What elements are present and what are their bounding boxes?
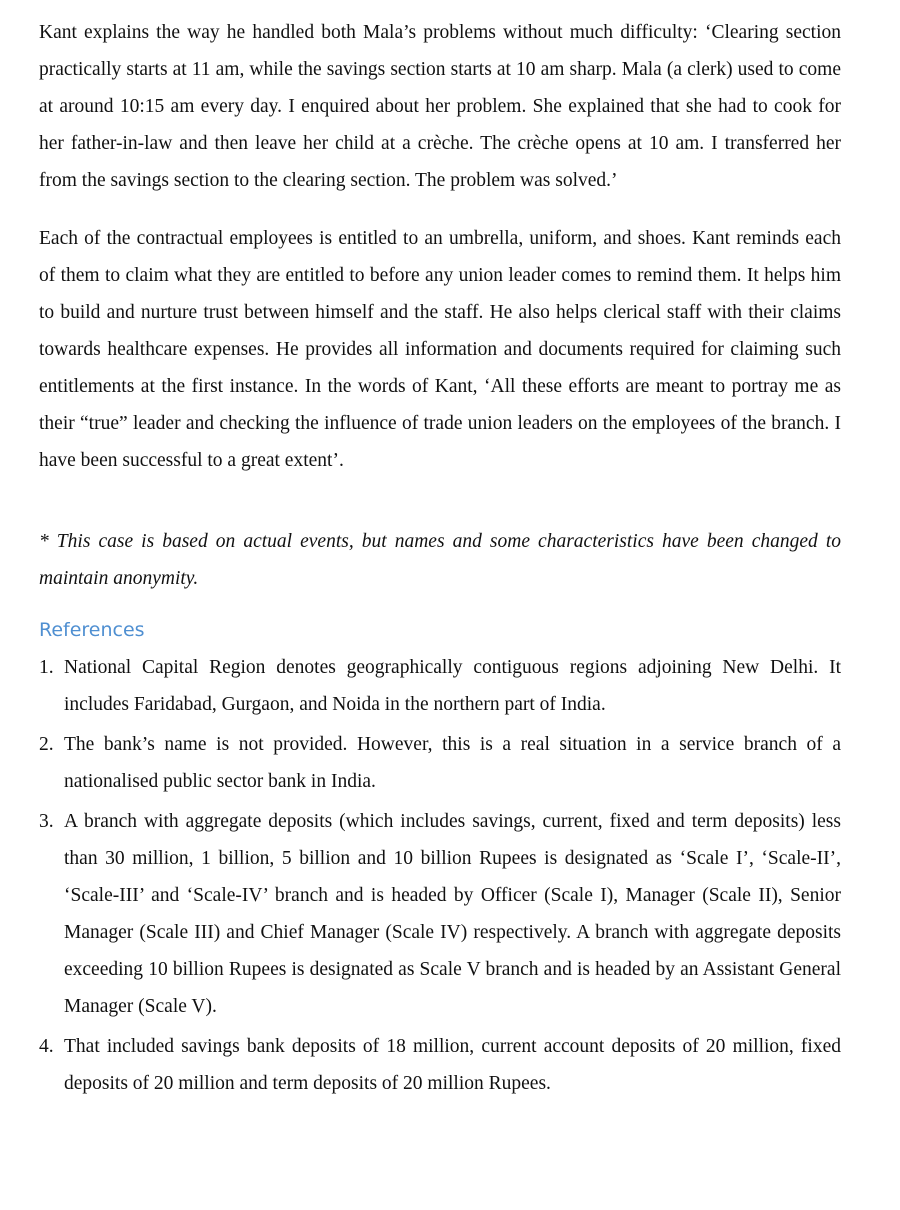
references-list bbox=[39, 649, 841, 1102]
reference-text: That included savings bank deposits of 18 million, current account deposits of 20 million, fixed deposits of 20 million and term deposits of 20 million Rupees. bbox=[64, 1036, 841, 1094]
reference-number: 2. bbox=[39, 734, 54, 755]
reference-text: A branch with aggregate deposits (which includes savings, current, fixed and term deposits) less than 30 million, 1 billion, 5 billion and 10 billion Rupees is designated as ‘Scale I’, ‘Scale-II’, ‘Scale-III’ and ‘Scale-IV’ branch and is headed by Officer (Scale I), Manager (Scale II), Senior Manager (Scale III) and Chief Manager (Scale IV) respectively. A branch with aggregate deposits exceeding 10 billion Rupees is designated as Scale V branch and is headed by an Assistant General Manager (Scale V). bbox=[64, 811, 841, 1017]
references-heading: References bbox=[39, 619, 145, 641]
reference-item bbox=[39, 1028, 841, 1102]
reference-number: 1. bbox=[39, 657, 54, 678]
body-paragraph: Kant explains the way he handled both Mala’s problems without much difficulty: ‘Clearing section practically starts at 11 am, while the savings section starts at 10 am sharp. Mala (a clerk) used to come at around 10:15 am every day. I enquired about her problem. She explained that she had to cook for her father-in-law and then leave her child at a crèche. The crèche opens at 10 am. I transferred her from the savings section to the clearing section. The problem was solved.’ bbox=[39, 22, 841, 191]
body-paragraph: Each of the contractual employees is entitled to an umbrella, uniform, and shoes. Kant reminds each of them to claim what they are entitled to before any union leader comes to remind them. It helps him to build and nurture trust between himself and the staff. He also helps clerical staff with their claims towards healthcare expenses. He provides all information and documents required for claiming such entitlements at the first instance. In the words of Kant, ‘All these efforts are meant to portray me as their “true” leader and checking the influence of trade union leaders on the employees of the branch. I have been successful to a great extent’. bbox=[39, 228, 841, 471]
reference-item bbox=[39, 803, 841, 1025]
reference-text: The bank’s name is not provided. However, this is a real situation in a service branch of a nationalised public sector bank in India. bbox=[64, 734, 841, 792]
anonymity-note: * This case is based on actual events, but names and some characteristics have been changed to maintain anonymity. bbox=[39, 531, 841, 589]
reference-item bbox=[39, 726, 841, 800]
document-page bbox=[39, 14, 841, 1105]
reference-item bbox=[39, 649, 841, 723]
reference-number: 4. bbox=[39, 1036, 54, 1057]
reference-text: National Capital Region denotes geographically contiguous regions adjoining New Delhi. It includes Faridabad, Gurgaon, and Noida in the northern part of India. bbox=[64, 657, 841, 715]
reference-number: 3. bbox=[39, 811, 54, 832]
